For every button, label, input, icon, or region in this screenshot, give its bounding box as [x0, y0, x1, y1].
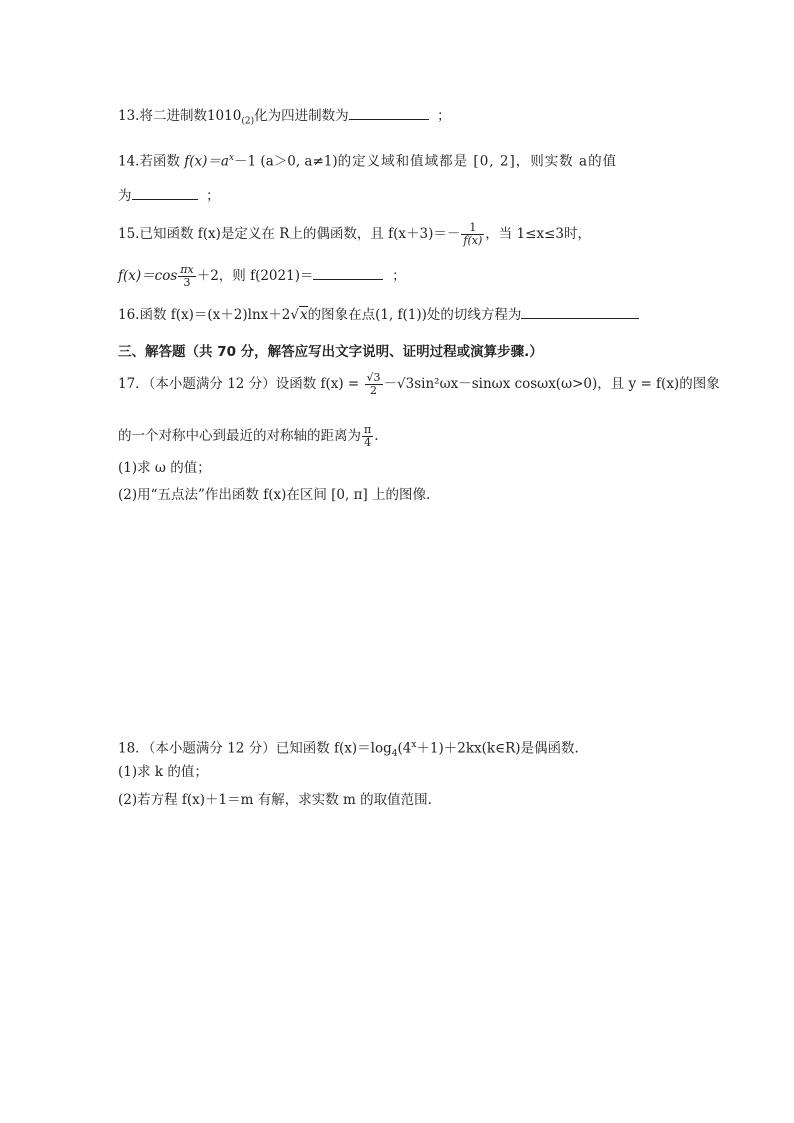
q17-subquestion-2: (2)用“五点法”作出函数 f(x)在区间 [0, π] 上的图像. — [118, 487, 431, 503]
q13-prefix: 13.将二进制数1010 — [118, 108, 242, 124]
q15-answer-blank — [313, 266, 383, 280]
q14-answer-blank — [132, 186, 198, 200]
q18-line1-b: (4 — [397, 740, 412, 757]
q17-fraction — [365, 372, 383, 397]
q16-answer-blank — [521, 305, 639, 319]
q13-base: (2) — [241, 116, 255, 127]
q14-sup: x — [228, 153, 235, 163]
q18-subquestion-2: (2)若方程 f(x)＋1＝m 有解，求实数 m 的取值范围. — [118, 792, 432, 808]
q17-prefix: 17．（本小题满分 12 分）设函数 f(x) = — [118, 376, 364, 392]
q17-frac-den: 2 — [370, 384, 378, 397]
section-3-heading: 三、解答题（共 70 分，解答应写出文字说明、证明过程或演算步骤.） — [118, 344, 543, 360]
q15-prefix: 15.已知函数 — [118, 226, 198, 242]
question-18 — [118, 735, 579, 764]
q15-line2-a: f(x)＝cos — [118, 268, 178, 284]
q17-subquestion-1: (1)求 ω 的值； — [118, 460, 211, 476]
q15-frac-den: f(x) — [463, 234, 483, 247]
q17-frac2-num: π — [364, 423, 372, 436]
q15-frac-num: 1 — [461, 222, 484, 235]
q15-text2: ，当 1≤x≤3时， — [485, 226, 591, 242]
question-17 — [118, 372, 720, 397]
q18-exponent: x — [411, 740, 417, 750]
q17-frac-num: √3 — [366, 371, 381, 384]
q17-mid: －√3sin²ωx－sinωx cosωx(ω>0)，且 y = f(x)的图象 — [383, 376, 720, 392]
q16-sqrt: x — [299, 307, 308, 323]
question-17-line2 — [118, 424, 379, 449]
q14-line2-prefix: 为 — [118, 188, 132, 204]
q17-line2: 的一个对称中心到最近的对称轴的距离为 — [118, 428, 361, 444]
q14-prefix: 14.若函数 — [118, 153, 185, 170]
q16-prefix: 16.函数 f(x)＝(x＋2)lnx＋2 — [118, 307, 291, 323]
q14-text: 的定义域和值域都是 [0, 2]，则实数 a的值 — [337, 153, 618, 170]
question-13 — [118, 106, 451, 132]
q18-subquestion-1: (1)求 k 的值； — [118, 764, 208, 780]
question-15-line2 — [118, 264, 406, 289]
q18-log-base: 4 — [391, 749, 398, 760]
q15-fraction2 — [178, 264, 195, 289]
q18-line1-c: ＋1)＋2kx(k∈R)是偶函数. — [416, 740, 579, 757]
q13-answer-blank — [349, 106, 429, 120]
question-15 — [118, 222, 591, 247]
question-14 — [118, 148, 617, 172]
q15-text1: f(x)是定义在 R上的偶函数，且 f(x＋3)＝－ — [197, 226, 461, 242]
q17-fraction2 — [362, 424, 373, 449]
q17-line2-end: . — [374, 428, 379, 444]
question-16: 16.函数 f(x)＝(x＋2)lnx＋2√x的图象在点(1, f(1))处的切线方程为 — [118, 305, 639, 325]
q14-mid: －1 (a＞0, a≠1) — [234, 153, 338, 170]
q14-end: ； — [206, 188, 220, 204]
q13-suffix: 化为四进制数为 — [254, 108, 349, 124]
q15-fraction — [461, 222, 484, 247]
q16-suffix: 的图象在点(1, f(1))处的切线方程为 — [307, 307, 522, 323]
q14-func: f(x)＝a — [184, 153, 229, 170]
q15-end: ； — [392, 268, 406, 284]
q15-frac2-den: 3 — [183, 276, 191, 289]
q13-end: ； — [437, 108, 451, 124]
q15-frac2-num: πx — [180, 263, 194, 276]
q17-frac2-den: 4 — [364, 436, 372, 449]
q15-line2-b: ＋2，则 f(2021)＝ — [196, 268, 314, 284]
question-14-line2 — [118, 186, 220, 206]
q18-line1: 18．（本小题满分 12 分）已知函数 f(x)＝log — [118, 740, 392, 757]
